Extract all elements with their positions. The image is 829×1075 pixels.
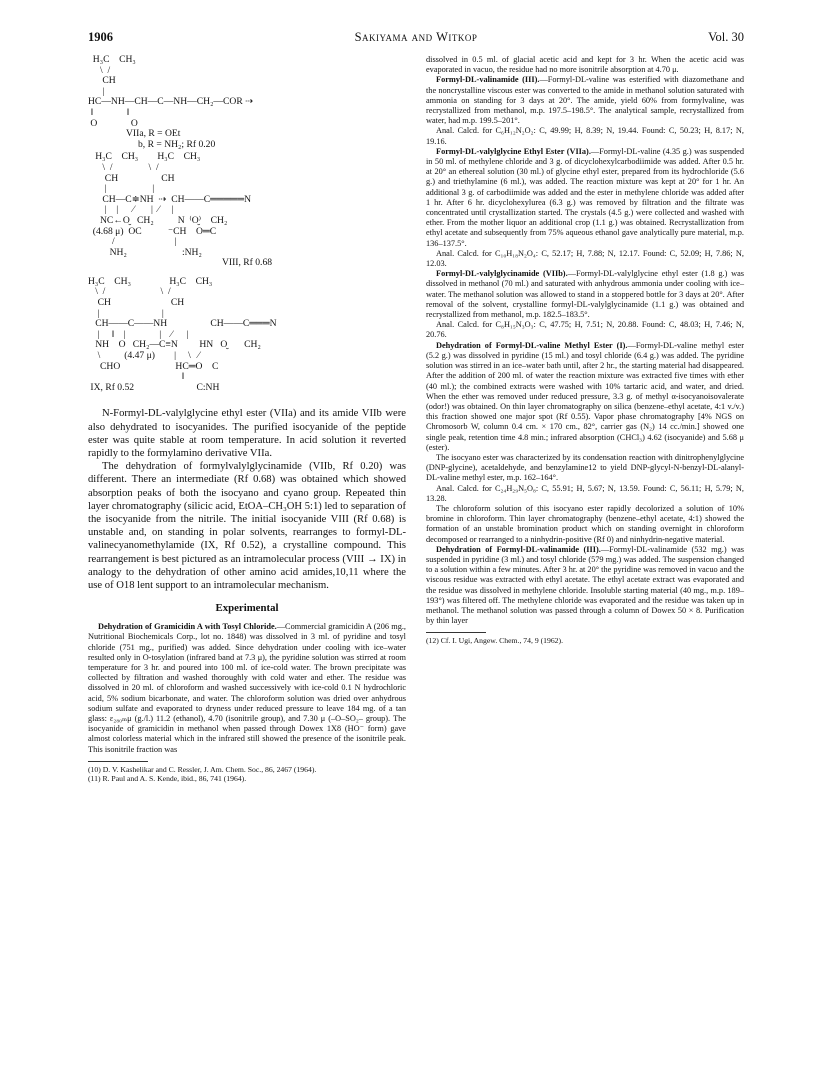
structure-viii-drawing: H₃C CH₃ H₃C CH₃ \ / \ / CH CH | | CH—C≑NH ⇢ CH——C═════N | | ⁄ | ⁄ | NC←O̮ CH₂ N ⁽O̮⁾ CH₂ (4.68 μ) OC ⁻CH O═C / | NH₂ :NH₂ [92,151,252,258]
experimental-heading: Experimental [215,602,279,615]
gramicidin-text: —Commercial gramicidin A (206 mg., Nutritional Biochemicals Corp., lot no. 1848) was dissolved in 3 ml. of pyridine and tosyl chloride (751 mg., purified) was added. Since dehydration under cooling with ice–water resulted only in O-tosylation (infrared band at 7.3 μ), the pyridine solution was stirred at room temperature for 3 hr. and poured into 100 ml. of ice-cold water. The brown precipitate was collected by filtration and washed thoroughly with cold water and ether. The residue was dissolved in 20 ml. of chloroform and washed successively with ice-cold 0.1 N hydrochloric acid, 5% sodium bicarbonate, and water. The chloroform solution was dried over anhydrous sodium sulfate and evaporated to dryness under reduced pressure to leave 184 mg. of a tan glass: ε₂₈₀ₘμ (g./l.) 11.2 (ethanol), 4.70 (isonitrile group), and 7.30 μ (–O–SO₂– group). The isocyanide of gramicidin in methanol when passed through Dowex 1X8 (HO⁻ form) gave almost colorless material which in the infrared still showed the presence of the isonitrile peak. This isonitrile fraction was [88,622,406,754]
right-column [426,55,744,646]
viia-analysis: Anal. Calcd. for C₁₀H₁₈N₂O₄: C, 52.17; H, 7.88; N, 12.17. Found: C, 52.09; H, 7.86; N, 12.03. [426,248,744,269]
valinamide-paragraph [426,75,744,126]
viib-analysis: Anal. Calcd. for C₈H₁₅N₃O₃: C, 47.75; H, 7.51; N, 20.88. Found: C, 48.03; H, 7.46; N, 20.76. [426,320,744,340]
isocyano-ester-paragraph: The isocyano ester was characterized by its condensation reaction with dinitrophenylglycine (DNP-glycine), acetaldehyde, and benzylamine12 to yield DNP-glycyl-N-benzyl-DL-alanyl-DL-valine methyl ester, m.p. 162–164°. [426,452,744,483]
running-authors: Sakiyama and Witkop [354,30,478,44]
viia-text: —Formyl-DL-valine (4.35 g.) was suspended in 50 ml. of methylene chloride and 3 g. of dicyclohexylcarbodiimide was added. After 0.5 hr. at 20° an ethereal solution (30 ml.) of glycine ethyl ester, prepared from its hydrochloride (5.6 g.) and triethylamine (6 ml.), was added. The reaction mixture was kept at 20° for 1 hr. An additional 3 g. of carbodiimide was added and the ester in methylene chloride was added after 1 hr. After 6 hr. dicyclohexylurea (6.3 g.) was removed by filtration and the filtrate was concentrated until crystallization started. The crystals (4.5 g.) were collected and washed with ether. From the mother liquor an additional crop (1.1 g.) was obtained. Recrystallization from ethyl acetate and subsequently from 75% aqueous ethanol gave analytically pure material, m.p. 136–137.5°. [426,146,744,248]
footnote-11: (11) R. Paul and A. S. Kende, ibid., 86, 741 (1964). [88,774,247,784]
experimental-text [88,622,406,755]
structure-vii-drawing: H₃C CH₃ \ / CH | HC—NH—CH—C—NH—CH₂—COR ⇢ ‖ ‖ O O [88,54,254,129]
gramicidin-paragraph [88,622,406,755]
methyl-ester-paragraph [426,341,744,453]
page-number: 1906 [88,30,113,44]
viib-text: —Formyl-DL-valylglycine ethyl ester (1.8 g.) was dissolved in methanol (70 ml.) and saturated with anhydrous ammonia under cooling with ice–water. The methanol solution was allowed to stand in a stoppered bottle for 3 days at 20°. After removal of the solvent, crystalline formyl-DL-valylglycinamide (1.1 g.) was obtained and recrystallized from methanol, m.p. 182.5–183.5°. [426,269,744,320]
valinamide-dehydration-paragraph [426,545,744,627]
viib-paragraph [426,269,744,320]
valinamide-dehydration-title: Dehydration of Formyl-DL-valinamide (III). [436,544,601,554]
structure-ix [88,277,406,394]
viib-title: Formyl-DL-valylglycinamide (VIIb). [436,269,568,279]
methyl-ester-title: Dehydration of Formyl-DL-valine Methyl Ester (I). [436,340,628,350]
structure-viii-caption: VIII, Rf 0.68 [221,257,273,269]
viia-paragraph [426,147,744,249]
chloroform-paragraph: The chloroform solution of this isocyano ester rapidly decolorized a solution of 10% bromine in chloroform. Thin layer chromatography (benzene–ethyl acetate, 4:1) showed the formation of an unstable bromination product which on standing overnight in chloroform decomposed or rearranged to a ninhydrin-positive (Rf 0) and ninhydrin-negative material. [426,503,744,544]
footnote-divider [88,761,148,762]
left-column [88,55,406,783]
structure-vii-caption-a: VIIa, R = OEt [126,128,181,140]
methyl-ester-text: —Formyl-DL-valine methyl ester (5.2 g.) was dissolved in pyridine (15 ml.) and tosyl chloride (6.4 g.) was added. The pyridine solution was stirred in an ice–water bath until, after 2 hr., the starting material had disappeared. After the addition of 200 ml. of water the reaction mixture was extracted five times with ether (40 ml.); the combined extracts were washed with 10% tartaric acid, and water, and dried. When the ether was removed under reduced pressure, 3.3 g. of methyl α-isocyanoisovalerate (odor!) was obtained. On thin layer chromatography on silica (benzene–ethyl acetate, 4:1 v./v.) this fraction showed one major spot (Rf 0.55). Vapor phase chromatography [4% NGS on Chromosorb W, column 0.4 cm. × 170 cm., 82°, carrier gas (N₂) 14 cc./min.] showed one single peak, retention time 4.8 min.; infrared absorption (CHCl₃) 4.62 (isocyanide) and 5.68 μ (ester). [426,340,744,452]
discussion-paragraph-1: N-Formyl-DL-valylglycine ethyl ester (VIIa) and its amide VIIb were also dehydrated to isocyanides. The purified isocyanide of the peptide ester was quite stable at room temperature. In acid solution it reverted rapidly to the formylamino derivative VIIa. [88,408,406,460]
valinamide-analysis: Anal. Calcd. for C₆H₁₂N₂O₂: C, 49.99; H, 8.39; N, 19.44. Found: C, 50.23; H, 8.17; N, 19.16. [426,126,744,146]
isocyano-ester-analysis: Anal. Calcd. for C₂₄H₂₉N₅O₈: C, 55.91; H, 5.67; N, 13.59. Found: C, 56.11; H, 5.79; N, 13.28. [426,483,744,503]
valinamide-title: Formyl-DL-valinamide (III). [436,75,540,85]
gramicidin-title: Dehydration of Gramicidin A with Tosyl Chloride. [98,622,277,632]
discussion-text [88,407,406,592]
structure-vii-caption-b: b, R = NH₂; Rf 0.20 [126,138,216,150]
valinamide-dehydration-text: —Formyl-DL-valinamide (532 mg.) was suspended in pyridine (3 ml.) and tosyl chloride (579 mg.) was added. The suspension changed to a solution within a few minutes. After 3 hr. at 20° the pyridine was removed in vacuo and the viscous residue was extracted with ethyl acetate. The ethyl acetate extract was evaporated and the residue was dissolved in methylene chloride. Insoluble starting material (40 mg., m.p. 189–193°) was filtered off. The methylene chloride was evaporated and the residue was taken up in methanol. The methanol solution was passed through a column of Dowex 50 × 8. Purification by thin layer [426,544,744,626]
discussion-paragraph-2: The dehydration of formylvalylglycinamide (VIIb, Rf 0.20) was different. There an intermediate (Rf 0.68) was obtained which showed absorption peaks of both the isocyano and cyano group. Repeated thin layer chromatography (silicic acid, EtOA–CH₃OH 5:1) led to separation of the isocyanide from the nitrile. The initial isocyanide VIII (Rf 0.68) is unstable and, on standing in polar solvents, rearranges to formyl-DL-valinecyanomethylamide (IX, Rf 0.52), a crystalline compound. This rearrangement is best pictured as an intramolecular process (VIII → IX) in analogy to the dehydration of other amino acid amides,10,11 where the use of O18 lent support to an intramolecular mechanism. [88,461,406,592]
volume-label: Vol. 30 [708,30,744,44]
structure-ix-drawing: H₃C CH₃ H₃C CH₃ \ / \ / CH CH | | CH——C——NH CH——C═══N | ‖ | | ⁄ | NH O CH₂—C≡N HN O̮ CH₂ \ (4.47 μ) | \ ⁄ CHO HC═O C ‖ IX, Rf 0.52 C:NH [88,275,277,393]
running-header [88,30,744,50]
footnote-10: (10) D. V. Kashelikar and C. Ressler, J. Am. Chem. Soc., 86, 2467 (1964). [88,764,317,774]
footnotes-left [88,765,406,784]
valinamide-text: —Formyl-DL-valine was esterified with diazomethane and the noncrystalline viscous ester was converted to the amide in methanol solution saturated with ammonia on standing for 3 days at 20°. The amide, yield 60% from formylvaline, was recrystallized from methanol, m.p. 197.5–198.5°. The analytical sample, recrystallized from water, had m.p. 199.5–201°. [426,75,744,126]
right-experimental-text [426,55,744,626]
footnote-12: (12) Cf. I. Ugi, Angew. Chem., 74, 9 (1962). [426,636,564,646]
structure-vii [88,55,406,150]
gramicidin-continuation: dissolved in 0.5 ml. of glacial acetic acid and kept for 3 hr. When the acetic acid was evaporated in vacuo, the residue had no more isonitrile absorption at 4.70 μ. [426,55,744,75]
footnotes-right [426,636,744,645]
structure-viii [88,152,406,269]
footnote-divider-right [426,632,486,633]
viia-title: Formyl-DL-valylglycine Ethyl Ester (VIIa). [436,146,591,156]
